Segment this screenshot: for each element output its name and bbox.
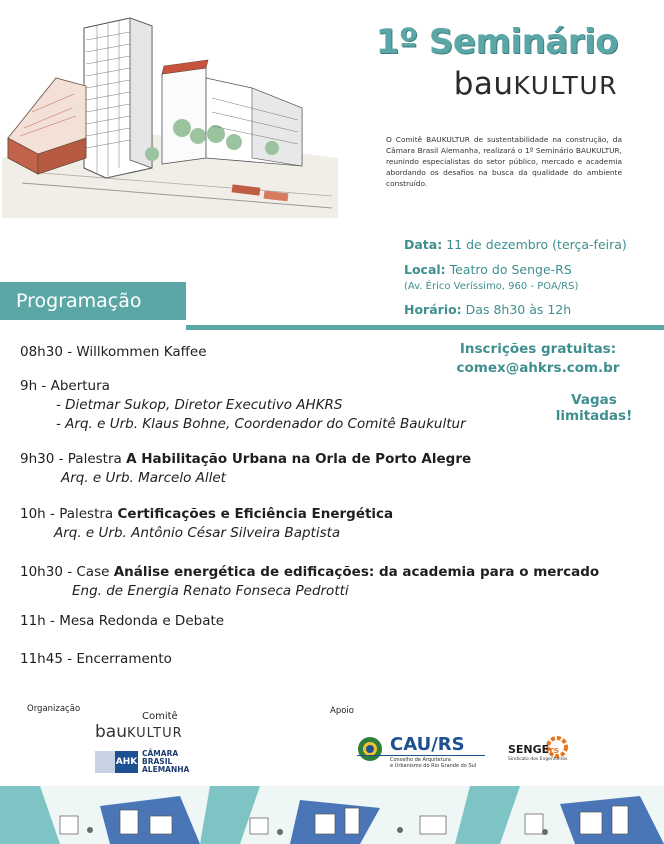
intro-paragraph: O Comitê BAUKULTUR de sustentabilidade na construção, da Câmara Brasil Alemanha, realizará o 1º Seminário BAUKULTUR, reunindo especialistas do setor público, mercado e academia abordando os desafios na busca da qualidade do ambiente construído. [386,135,622,188]
bottom-illustration-strip [0,786,664,844]
senge-word: SENGE [508,743,550,756]
organizacao-label: Organização [27,704,81,714]
location-value: Teatro do Senge-RS [449,262,572,277]
senge-title [508,743,559,756]
cau-divider [357,755,485,756]
schedule-item: 11h - Mesa Redonda e Debate [20,613,225,629]
comite-label: Comitê [142,711,178,722]
schedule-prefix: 9h30 - Palestra [20,451,127,467]
talk-title: Certificações e Eficiência Energética [117,506,394,522]
baukultur-wordmark [454,66,618,102]
speaker-line: Arq. e Urb. Antônio César Silveira Baptista [54,525,341,541]
baukultur-logo [95,722,183,742]
logo-kultur: KULTUR [126,726,183,741]
brazil-seal-icon [357,736,383,762]
logo-bau: bau [95,722,127,742]
speaker-line: - Arq. e Urb. Klaus Bohne, Coordenador do Comitê Baukultur [56,416,466,432]
date-label: Data: [404,237,443,252]
cau-logo [357,734,487,768]
limited-seats: Vagas limitadas! [555,392,633,424]
senge-logo [508,734,578,764]
cau-sub1: Conselho de Arquitetura [390,757,451,763]
address: (Av. Érico Veríssimo, 960 - POA/RS) [404,281,579,292]
camara-line: ALEMANHA [142,765,190,774]
divider-line [186,325,664,330]
schedule-prefix: 10h - Palestra [20,506,118,522]
time-value: Das 8h30 às 12h [465,302,572,317]
camara-line: BRASIL [142,757,173,766]
ahk-flag-icon [95,751,115,773]
speaker-line: Arq. e Urb. Marcelo Allet [61,470,226,486]
building-illustration [2,8,338,218]
cau-title: CAU/RS [390,734,465,755]
program-heading: Programação [16,290,142,312]
schedule-item [20,564,599,580]
talk-title: A Habilitação Urbana na Orla de Porto Alegre [126,451,472,467]
registration-email[interactable]: comex@ahkrs.com.br [456,360,620,376]
schedule-item: 08h30 - Willkommen Kaffee [20,344,207,360]
time-info [404,302,571,317]
registration-label: Inscrições gratuitas: [459,341,617,357]
cau-sub2: e Urbanismo do Rio Grande do Sul [390,763,477,769]
camara-text [142,750,189,774]
schedule-item [20,506,393,522]
camara-line: CÂMARA [142,749,179,758]
senge-rs: rs [549,746,559,756]
schedule-item: 9h - Abertura [20,378,110,394]
schedule-item: 11h45 - Encerramento [20,651,172,667]
speaker-line: Eng. de Energia Renato Fonseca Pedrotti [72,583,349,599]
ahk-logo [95,751,195,777]
program-heading-bar [0,282,186,320]
ahk-badge: AHK [115,751,138,773]
seminar-title: 1º Seminário [375,22,618,62]
wordmark-kultur: KULTUR [513,71,618,100]
wordmark-bau: bau [453,66,514,102]
schedule-prefix: 10h30 - Case [20,564,114,580]
talk-title: Análise energética de edificações: da academia para o mercado [113,564,600,580]
location-label: Local: [404,262,446,277]
speaker-line: - Dietmar Sukop, Diretor Executivo AHKRS [56,397,343,413]
senge-sub: Sindicato dos Engenheiros [508,757,568,762]
apoio-label: Apoio [330,706,354,716]
date-value: 11 de dezembro (terça-feira) [446,237,627,252]
date-info [404,237,627,252]
location-info [404,262,572,277]
time-label: Horário: [404,302,462,317]
schedule-item [20,451,471,467]
